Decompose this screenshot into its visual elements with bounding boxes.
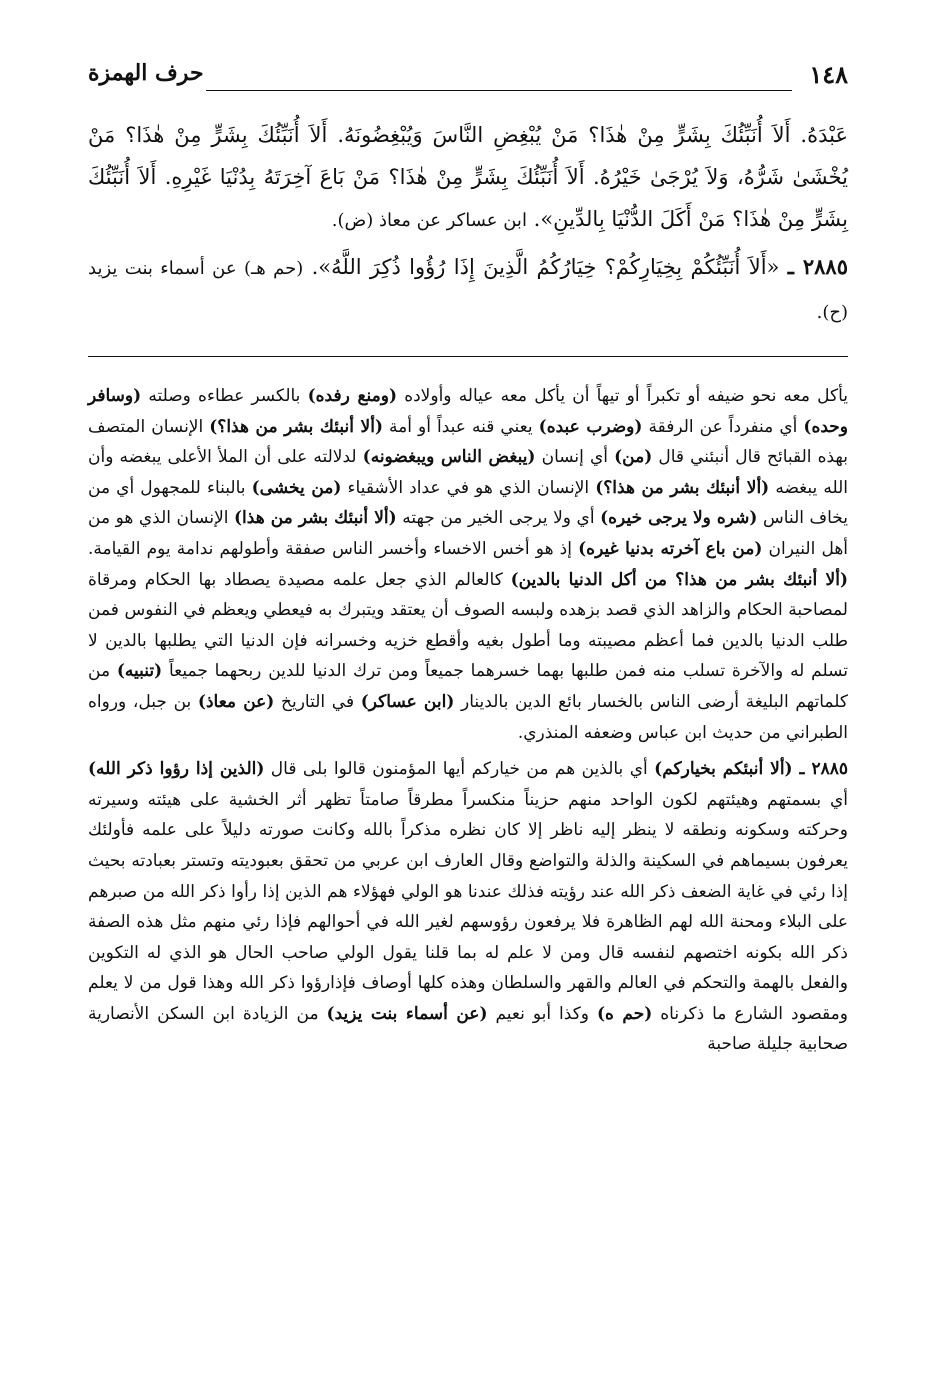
- commentary-text: من الزيادة ابن السكن الأنصارية صحابية جليلة صاحبة: [88, 1003, 848, 1055]
- commentary-text: يأكل معه نحو ضيفه أو تكبراً أو تيهاً أن يأكل معه عياله وأولاده: [397, 386, 848, 406]
- hadith-reference: (حم هـ) عن أسماء بنت يزيد (ح).: [88, 258, 848, 323]
- commentary-entry-number: ٢٨٨٥ ـ: [792, 759, 848, 780]
- lemma: (ابن عساكر): [360, 691, 455, 712]
- lemma: (ألا أنبئك بشر من هذا؟ من أكل الدنيا بالدين): [510, 569, 848, 590]
- commentary-text: إذ هو أخس الاخساء وأخسر الناس صفقة وأطولهم ندامة يوم القيامة.: [88, 538, 579, 559]
- lemma: (من): [614, 447, 653, 468]
- hadith-text-block: [88, 114, 848, 334]
- lemma: (حم ه): [596, 1003, 653, 1024]
- lemma: (ألا أنبئك بشر من هذا): [234, 508, 397, 529]
- lemma: (ألا أنبئك بشر من هذا؟): [209, 416, 383, 437]
- hadith-continuation: [88, 114, 848, 242]
- hadith-entry-2885: [88, 246, 848, 334]
- lemma: (من باع آخرته بدنيا غيره): [578, 538, 763, 559]
- commentary-text: من كلماتهم البليغة أرضى الناس بالخسار بائع الدين بالدينار: [88, 661, 848, 712]
- lemma: (من يخشى): [251, 477, 342, 498]
- commentary-text: بالكسر عطاءه وصلته: [141, 386, 308, 406]
- commentary-text: يعني قنه عبداً أو أمة: [383, 416, 539, 437]
- commentary-paragraph-1: [88, 381, 848, 748]
- lemma: (عن معاذ): [197, 691, 275, 712]
- lemma: (وضرب عبده): [538, 416, 643, 437]
- lemma: (تنبيه): [116, 661, 163, 682]
- commentary-text: بالبناء للمجهول أي من يخاف الناس: [88, 477, 849, 529]
- lemma: (ألا أنبئك بشر من هذا؟): [595, 477, 770, 498]
- commentary-paragraph-2: [88, 754, 848, 1060]
- commentary-text: وكذا أبو نعيم: [487, 1003, 597, 1024]
- commentary-text: أي بسمتهم وهيئتهم لكون الواحد منهم حزيناً منكسراً مطرقاً صامتاً تظهر أثر الخشية على هيئته وسيرته وحركته وسكونه ونطقه لا ينظر إليه ناظر إلا كان نظره مذكراً بالله وكانت صورته دليلاً على علمه فأولئك يعرفون بسيماهم في السكينة والذلة والتواضع وقال العارف ابن عربي من تحقق بعبوديته وتستر بعبادته بحيث إذا رئي في غاية الضعف ذكر الله عند رؤيته فذلك عندنا هو الولي فهؤلاء هم الذين إذا رأوا ذكر الله من صبرهم على البلاء ومحنة الله لهم الظاهرة فلا يرفعون رؤوسهم لغير الله في أحوالهم فإذا رئي منهم مثل هذه الصفة ذكر الله بكونه اختصهم لنفسه قال ومن لا علم له بما قلنا يقول الولي صاحب الحال هو الذي له التكوين والفعل بالهمة والتحكم في العالم والقهر والسلطان وهذه كلها أوصاف فإذارؤوا ذكر الله وهذا قول من لا يعلم ومقصود الشارع ما ذكرناه: [88, 789, 849, 1024]
- lemma: (ومنع رفده): [307, 386, 398, 406]
- lemma: (الذين إذا رؤوا ذكر الله): [88, 759, 265, 780]
- lemma: (يبغض الناس ويبغضونه): [362, 447, 536, 468]
- hadith-continuation-reference: ابن عساكر عن معاذ (ض).: [331, 210, 527, 231]
- commentary-text: الإنسان الذي هو في عداد الأشقياء: [341, 477, 596, 498]
- commentary-text: الإنسان المتصف بهذه القبائح قال أنبئني قال: [88, 416, 849, 468]
- commentary: [88, 381, 848, 1060]
- header-rule: [206, 90, 792, 91]
- commentary-text: بن جبل، ورواه الطبراني من حديث ابن عباس وضعفه المنذري.: [88, 691, 848, 743]
- commentary-text: أي ولا يرجى الخير من جهته: [396, 508, 601, 529]
- lemma: (شره ولا يرجى خيره): [600, 508, 758, 529]
- commentary-text: كالعالم الذي جعل علمه مصيدة يصطاد بها الحكام ومرقاة لمصاحبة الحكام والزاهد الذي قصد بزهده ولبسه الصوف أن يعتقد ويتبرك به فيعطي ويعظم في النفوس فمن طلب الدنيا بالدين فما أعظم مصيبته وما أطول بغيه وأقطع خزيه وخسرانه فإن الدنيا التي يطلبها بالدين لا تسلم له والآخرة تسلب منه فمن طلبها بهما خسرهما جميعاً ومن ترك الدنيا للدين ربحهما جميعاً: [88, 569, 849, 682]
- page-number: ١٤٨: [809, 60, 848, 89]
- commentary-text: أي بالذين هم من خياركم أيها المؤمنون قالوا بلى قال: [264, 759, 655, 780]
- hadith-continuation-text: عَبْدَهُ. أَلاَ أُنَبِّئُكَ بِشَرٍّ مِنْ هٰذَا؟ مَنْ يُبْغِضِ النَّاسَ وَيُبْغِضُونَهُ. أَلاَ أُنَبِّئُكَ بِشَرٍّ مِنْ هٰذَا؟ مَنْ يُخْشَىٰ شَرُّهُ، وَلاَ يُرْجَىٰ خَيْرُهُ. أَلاَ أُنَبِّئُكَ بِشَرٍّ مِنْ هٰذَا؟ مَنْ بَاعَ آخِرَتَهُ بِدُنْيَا غَيْرِهِ. أَلاَ أُنَبِّئُكَ بِشَرٍّ مِنْ هٰذَا؟ مَنْ أَكَلَ الدُّنْيَا بِالدِّينِ».: [88, 123, 848, 231]
- commentary-text: في التاريخ: [274, 691, 361, 712]
- commentary-text: الإنسان الذي هو من أهل النيران: [88, 508, 849, 559]
- commentary-text: أي إنسان: [535, 447, 615, 468]
- lemma: (وسافر وحده): [88, 386, 848, 437]
- hadith-text: «أَلاَ أُنَبِّئُكُمْ بِخِيَارِكُمْ؟ خِيَارُكُمُ الَّذِينَ إِذَا رُؤُوا ذُكِرَ اللَّهُ».: [311, 255, 780, 279]
- page: [88, 52, 848, 1066]
- hadith-number: ٢٨٨٥ ـ: [787, 254, 848, 279]
- chapter-title: حرف الهمزة: [88, 60, 204, 86]
- section-divider: [88, 356, 848, 357]
- running-header: [88, 52, 848, 96]
- commentary-text: أي منفرداً عن الرفقة: [642, 416, 804, 437]
- commentary-text: لدلالته على أن الملأ الأعلى يبغضه وأن الله يبغضه: [88, 447, 848, 498]
- lemma: (ألا أنبئكم بخياركم): [654, 759, 793, 780]
- lemma: (عن أسماء بنت يزيد): [326, 1003, 488, 1024]
